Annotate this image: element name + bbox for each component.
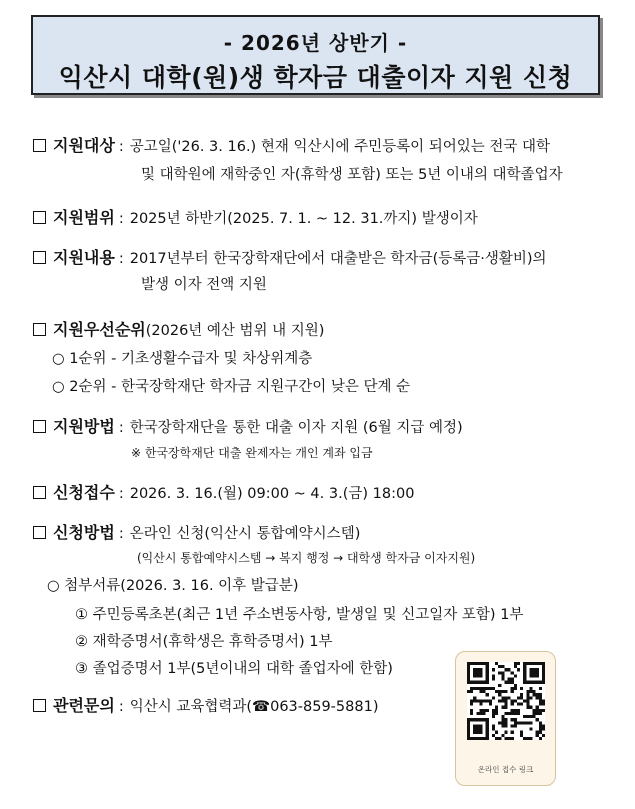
checkbox-icon [33, 420, 46, 433]
checkbox-icon [33, 486, 46, 499]
section-label: 지원대상 [53, 136, 115, 155]
qr-caption: 온라인 접수 링크 [477, 765, 534, 774]
checkbox-icon [33, 211, 46, 224]
method-note: ※ 한국장학재단 대출 완제자는 개인 계좌 입금 [131, 446, 373, 460]
priority-item-1: ○ 1순위 - 기초생활수급자 및 차상위계층 [52, 351, 313, 367]
section-method: 지원방법 : 한국장학재단을 통한 대출 이자 지원 (6월 지급 예정) [33, 414, 463, 437]
section-text: 익산시 교육협력과(☎063-859-5881) [129, 699, 379, 715]
doc-item-1: ① 주민등록초본(최근 1년 주소변동사항, 발생일 및 신고일자 포함) 1부 [75, 607, 524, 623]
priority-item-2: ○ 2순위 - 한국장학재단 학자금 지원구간이 낮은 단계 순 [52, 379, 411, 395]
apply-path: (익산시 통합예약시스템 → 복지 행정 → 대학생 학자금 이자지원) [137, 551, 476, 565]
checkbox-icon [33, 526, 46, 539]
doc-item-2: ② 재학증명서(휴학생은 휴학증명서) 1부 [75, 634, 333, 650]
section-period: 신청접수 : 2026. 3. 16.(월) 09:00 ~ 4. 3.(금) 18:00 [33, 480, 414, 503]
section-target: 지원대상 : 공고일('26. 3. 16.) 현재 익산시에 주민등록이 되어있는 전국 대학 [33, 133, 550, 156]
title-subheading: - 2026년 상반기 - [223, 31, 408, 55]
docs-header: ○ 첨부서류(2026. 3. 16. 이후 발급분) [47, 578, 299, 594]
section-text: 공고일('26. 3. 16.) 현재 익산시에 주민등록이 되어있는 전국 대학 [129, 139, 550, 155]
section-label: 지원내용 [53, 248, 115, 267]
section-label: 지원우선순위 [53, 320, 146, 339]
checkbox-icon [33, 699, 46, 712]
checkbox-icon [33, 323, 46, 336]
section-text: 2026. 3. 16.(월) 09:00 ~ 4. 3.(금) 18:00 [129, 486, 415, 502]
checkbox-icon [33, 251, 46, 264]
qr-code-icon[interactable] [467, 662, 545, 740]
section-label: 신청방법 [53, 523, 115, 542]
section-contact: 관련문의 : 익산시 교육협력과(☎063-859-5881) [33, 693, 378, 716]
section-text: 2017년부터 한국장학재단에서 대출받은 학자금(등록금·생활비)의 [129, 251, 547, 267]
section-target-cont: 및 대학원에 재학중인 자(휴학생 포함) 또는 5년 이내의 대학졸업자 [141, 167, 563, 183]
section-text: 2025년 하반기(2025. 7. 1. ~ 12. 31.까지) 발생이자 [129, 211, 478, 227]
section-label: 신청접수 [53, 483, 115, 502]
section-text: (2026년 예산 범위 내 지원) [145, 323, 325, 339]
checkbox-icon [33, 139, 46, 152]
page-title: 익산시 대학(원)생 학자금 대출이자 지원 신청 [58, 63, 573, 92]
section-apply: 신청방법 : 온라인 신청(익산시 통합예약시스템) [33, 520, 360, 543]
section-label: 지원범위 [53, 208, 115, 227]
section-label: 관련문의 [53, 696, 115, 715]
section-content-cont: 발생 이자 전액 지원 [141, 277, 267, 293]
title-box [31, 15, 600, 95]
section-label: 지원방법 [53, 417, 115, 436]
section-priority [33, 317, 324, 340]
section-scope: 지원범위 : 2025년 하반기(2025. 7. 1. ~ 12. 31.까지) 발생이자 [33, 205, 478, 228]
doc-item-3: ③ 졸업증명서 1부(5년이내의 대학 졸업자에 한함) [75, 661, 393, 677]
section-text: 온라인 신청(익산시 통합예약시스템) [129, 526, 361, 542]
section-content: 지원내용 : 2017년부터 한국장학재단에서 대출받은 학자금(등록금·생활비)의 [33, 245, 547, 268]
section-text: 한국장학재단을 통한 대출 이자 지원 (6월 지급 예정) [129, 420, 463, 436]
qr-card[interactable] [455, 651, 556, 786]
